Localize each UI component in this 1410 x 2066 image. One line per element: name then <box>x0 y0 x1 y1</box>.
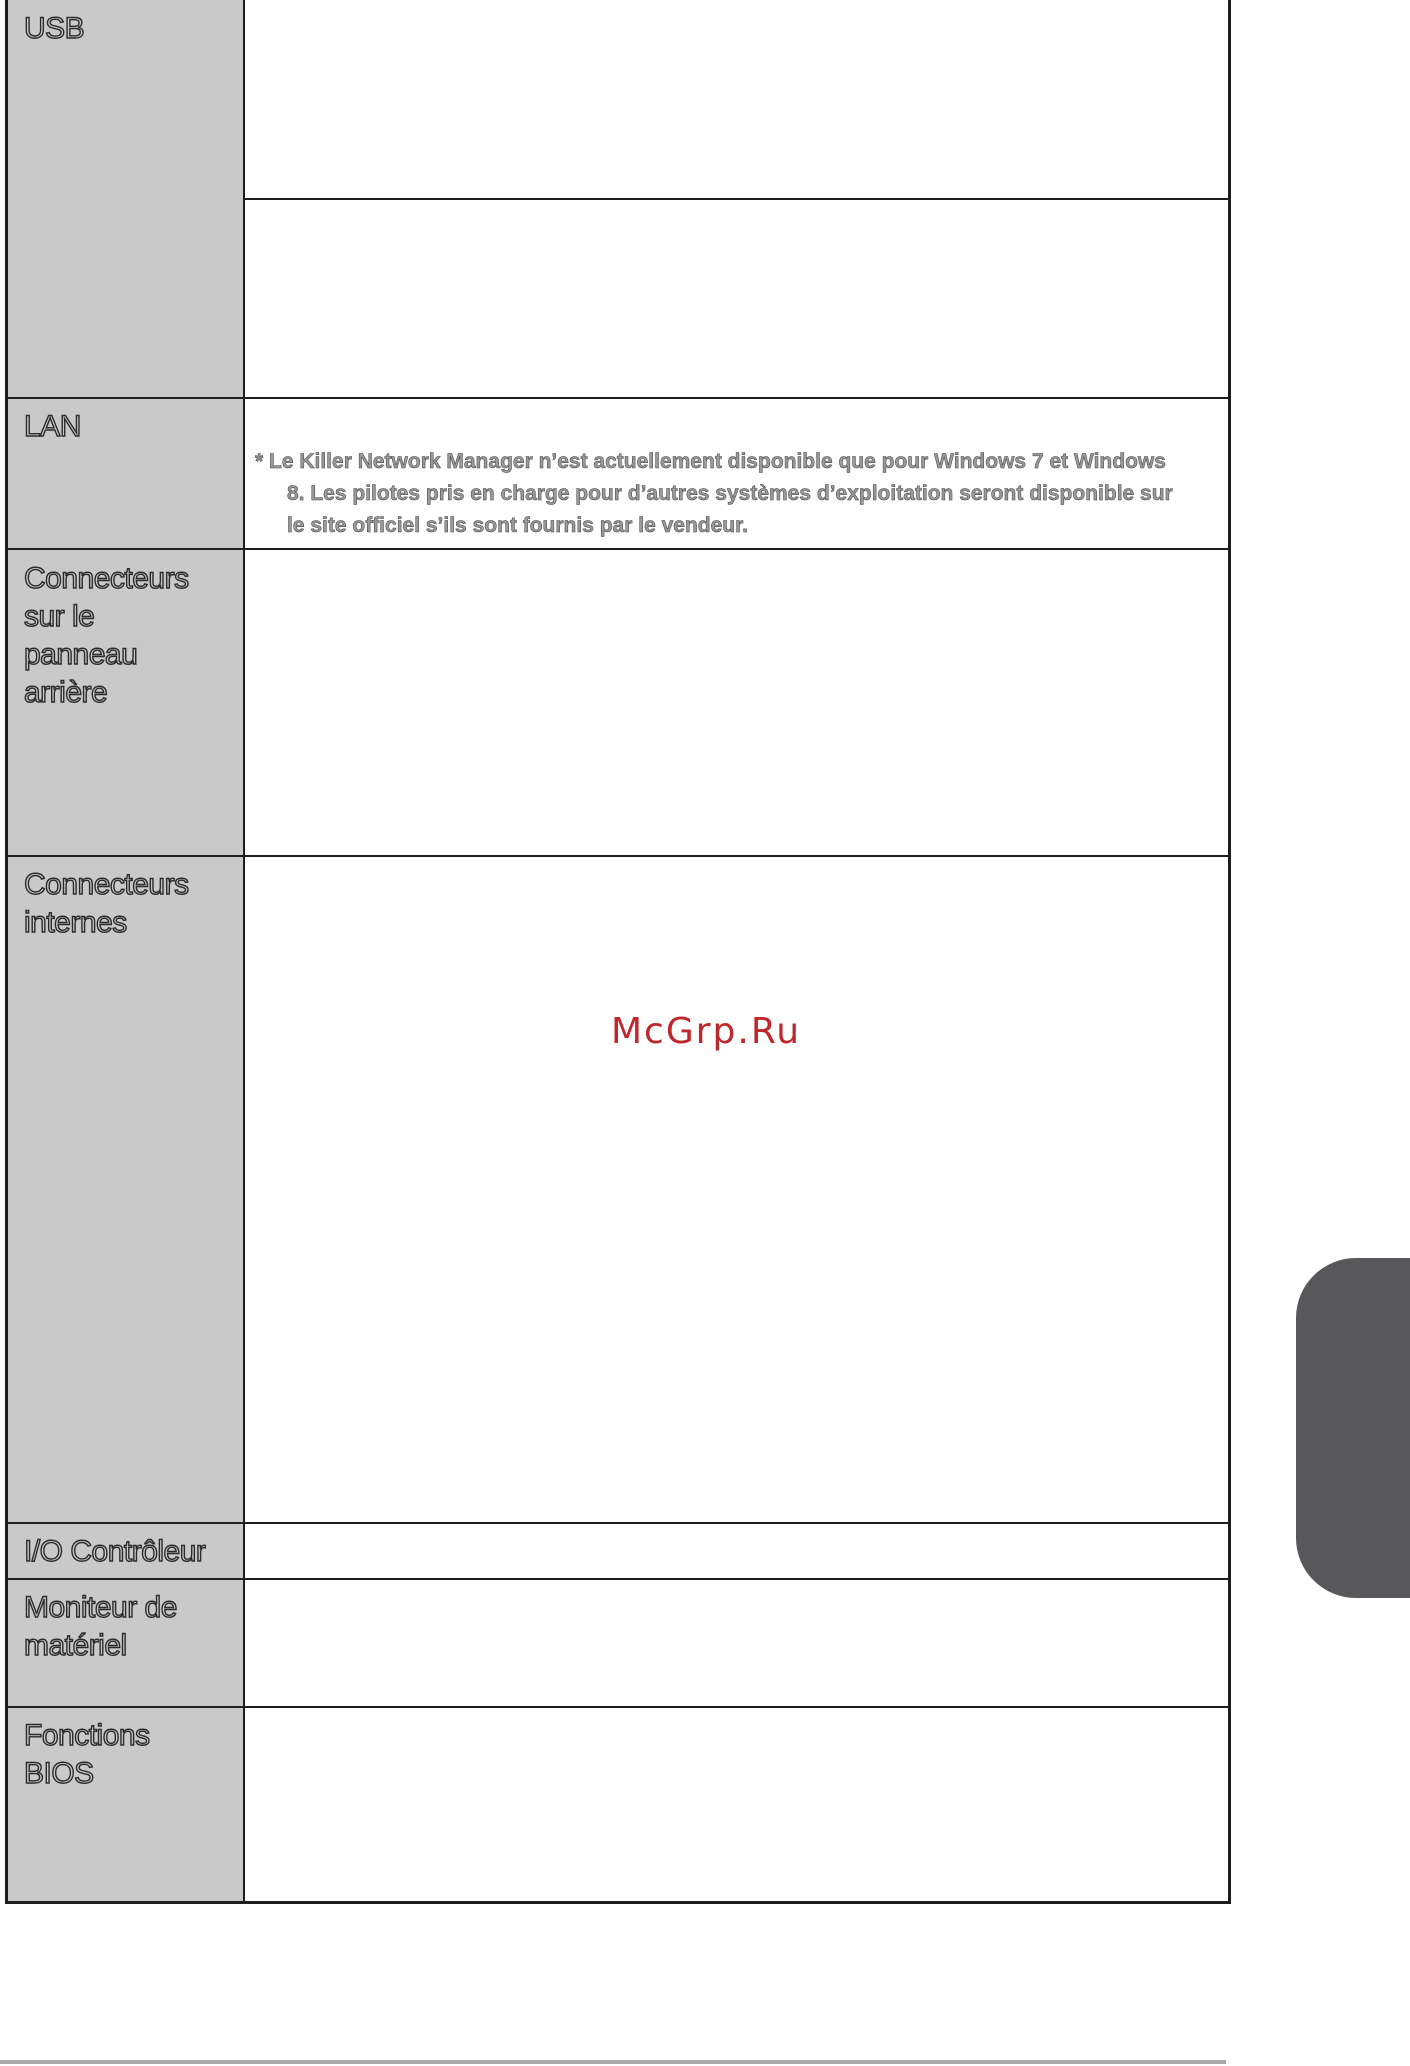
row-divider <box>8 1578 1228 1580</box>
side-tab <box>1296 1258 1410 1598</box>
lan-footnote-line: 8. Les pilotes pris en charge pour d’autres systèmes d’exploitation seront disponible sur <box>287 482 1173 505</box>
row-label-io-controller: I/O Contrôleur <box>24 1535 206 1568</box>
lan-footnote-line: * Le Killer Network Manager n’est actuellement disponible que pour Windows 7 et Windows <box>255 450 1166 473</box>
row-label-bios-features: Fonctions BIOS <box>24 1719 150 1790</box>
row-divider <box>8 1522 1228 1524</box>
footer-rule <box>0 2060 1226 2064</box>
row-label-hardware-monitor: Moniteur de matériel <box>24 1591 177 1662</box>
watermark: McGrp.Ru <box>611 1011 802 1052</box>
lan-footnote-line: le site officiel s’ils sont fournis par le vendeur. <box>287 514 748 537</box>
row-divider <box>8 1706 1228 1708</box>
row-label-rear-connectors: Connecteurs sur le panneau arrière <box>24 562 189 709</box>
lan-footnote <box>255 446 1215 542</box>
spec-table <box>5 0 1231 1904</box>
row-divider <box>8 548 1228 550</box>
row-divider <box>8 855 1228 857</box>
row-label-lan: LAN <box>24 410 81 443</box>
row-label-internal-connectors: Connecteurs internes <box>24 868 189 939</box>
row-divider <box>8 397 1228 399</box>
usb-subrow-divider <box>245 198 1228 200</box>
row-label-usb: USB <box>24 12 85 45</box>
